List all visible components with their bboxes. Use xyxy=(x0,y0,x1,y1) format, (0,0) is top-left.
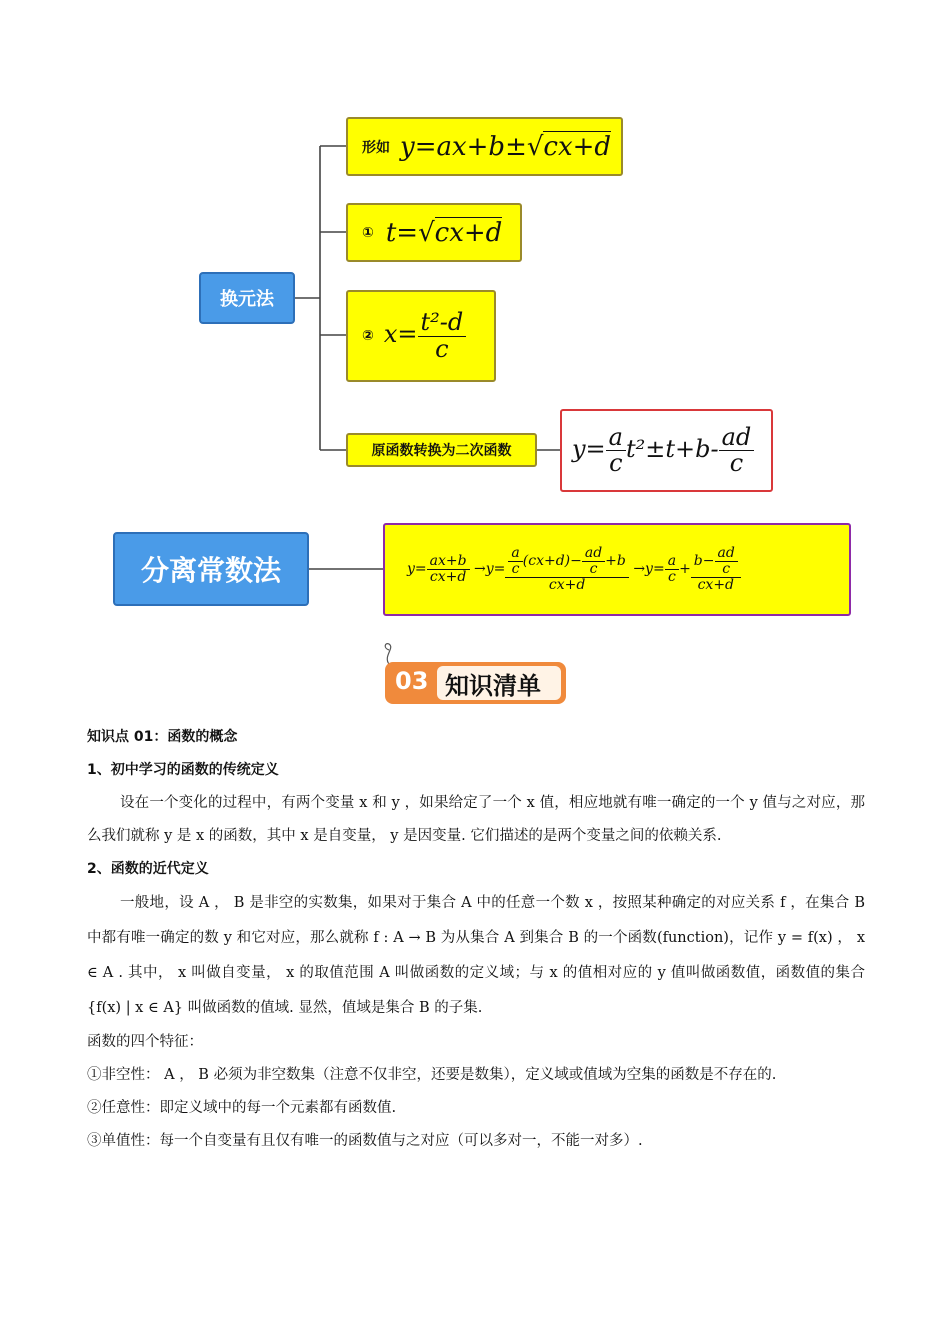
feature-1: ①非空性： A ， B 必须为非空数集（注意不仅非空，还要是数集），定义域或值域为空集的函数是不存在的. xyxy=(87,1067,777,1083)
section-badge xyxy=(385,658,566,704)
mindmap-root-substitution: 换元法 xyxy=(199,272,295,324)
mindmap-node-separate-formula xyxy=(383,523,851,616)
step1-formula: t=√cx+d xyxy=(385,217,503,248)
separate-formula: y= $\frac{ax+b}{cx+d}$ →y= $\frac{a}{c}$ (cx+d)− $\frac{ad}{c}$ +b cx+d →y= $\frac{a}{c}$ + b− $\frac{ad}{c}$ cx+d xyxy=(407,546,741,592)
kp-title: 知识点 01：函数的概念 xyxy=(87,729,238,745)
step2-marker: ② xyxy=(362,328,374,344)
node-form-formula: y=ax+b±√cx+d xyxy=(400,131,612,162)
step1-marker: ① xyxy=(362,224,374,241)
mindmap-root-separate-constant: 分离常数法 xyxy=(113,532,309,606)
mindmap-node-convert xyxy=(346,433,537,467)
mindmap-node-step2 xyxy=(346,290,496,382)
step2-formula: x= $\frac{\text{t²-d}}{c}$ xyxy=(384,310,466,361)
section1-title: 1、初中学习的函数的传统定义 xyxy=(87,762,279,778)
feature-2: ②任意性：即定义域中的每一个元素都有函数值. xyxy=(87,1100,397,1116)
section2-text: 一般地，设 A ， B 是非空的实数集，如果对于集合 A 中的任意一个数 x ，按照某种确定的对应关系 f ，在集合 B 中都有唯一确定的数 y 和它对应，那么就称 f : A → B 为从集合 A 到集合 B 的一个函数(function)，记作 y = f(x) ， x ∈ A . 其中， x 叫做自变量， x 的取值范围 A 叫做函数的定义域；与 x 的值相对应的 y 值叫做函数值，函数值的集合 {f(x) | x ∈ A} 叫做函数的值域. 显然，值域是集合 B 的子集. xyxy=(87,895,865,1016)
mindmap-result-box xyxy=(560,409,773,492)
section2-title: 2、函数的近代定义 xyxy=(87,861,209,877)
section1-text: 设在一个变化的过程中，有两个变量 x 和 y ，如果给定了一个 x 值，相应地就有唯一确定的一个 y 值与之对应，那么我们就称 y 是 x 的函数，其中 x 是自变量， y 是因变量. 它们描述的是两个变量之间的依赖关系. xyxy=(87,795,865,844)
badge-number: 03 xyxy=(395,667,429,695)
convert-label: 原函数转换为二次函数 xyxy=(371,443,512,459)
features-title: 函数的四个特征： xyxy=(87,1034,203,1050)
node-form-prefix: 形如 xyxy=(362,139,390,156)
badge-title: 知识清单 xyxy=(445,672,541,700)
knowledge-content xyxy=(87,721,865,1158)
mindmap-node-step1 xyxy=(346,203,522,262)
mindmap-node-form xyxy=(346,117,623,176)
result-formula: y= $\frac{a}{c}$ t²±t+b- $\frac{ad}{c}$ xyxy=(572,425,754,476)
feature-3: ③单值性：每一个自变量有且仅有唯一的函数值与之对应（可以多对一，不能一对多）. xyxy=(87,1133,643,1149)
